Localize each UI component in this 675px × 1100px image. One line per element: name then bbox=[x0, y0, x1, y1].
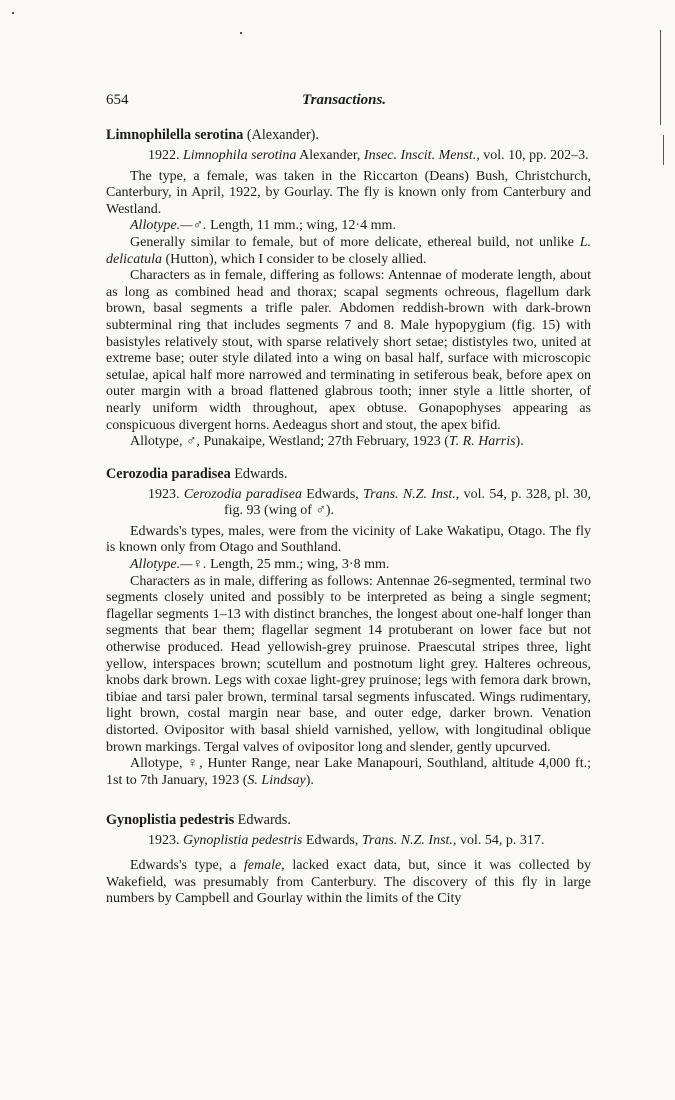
running-title: Transactions. bbox=[302, 92, 387, 108]
species-heading: Gynoplistia pedestris Edwards. bbox=[106, 812, 291, 829]
description: Characters as in female, differing as follows: Antennae of moderate length, about as long as combined head and thorax; scapal segments ochreous, flagellum dark brown, basal segments a trifle paler. Abdomen reddish-brown with dark-brown subterminal ring that includes segments 7 and 8. Male hypopygium (fig. 15) with basistyles relatively stout, with sparse relatively short setae; dististyles two, united at extreme base; outer style dilated into a wing on basal half, surface with microscopic setulae, apical half more narrowed and terminating in setiferous beak, before apex on outer margin with a broad flattened glabrous tooth; inner style a little shorter, of nearly uniform width throughout, apex obtuse. Gonapophyses appearing as conspicuous divergent horns. Aedeagus short and stout, the apex bifid. bbox=[106, 268, 591, 433]
description: Characters as in male, differing as follows: Antennae 26-segmented, terminal two segments closely united and possibly to be interpreted as being a single segment; flagellar segments 1–13 with distinct branches, the longest about one-half longer than segments that bear them; flagellar segment 14 protuberant on lower face but not otherwise produced. Head yellowish-grey pruinose. Praescutal stripes three, light yellow, interspaces brown; scutellum and postnotum light grey. Halteres ochreous, knobs dark brown. Legs with coxae light-grey pruinose; legs with femora dark brown, tibiae and tarsi paler brown, terminal tarsal segments infuscated. Wings rudimentary, light brown, costal margin near base, and outer edge, darker brown. Venation distorted. Ovipositor with basal shield varnished, yellow, with longitudinal oblique brown markings. Tergal valves of ovipositor long and slender, gently upcurved. bbox=[106, 573, 591, 755]
record-line: Allotype, ♂, Punakaipe, Westland; 27th February, 1923 (T. R. Harris). bbox=[130, 434, 524, 450]
scan-mark-line bbox=[663, 135, 664, 165]
allotype-line: Allotype.—♂. Length, 11 mm.; wing, 12·4 mm. bbox=[130, 218, 396, 234]
page-header bbox=[106, 92, 591, 118]
record-line: Allotype, ♀, Hunter Range, near Lake Manapouri, Southland, altitude 4,000 ft.; 1st to 7th January, 1923 (S. Lindsay). bbox=[106, 756, 591, 788]
document-page bbox=[106, 92, 591, 908]
citation: 1922. Limnophila serotina Alexander, Insec. Inscit. Menst., vol. 10, pp. 202–3. bbox=[148, 148, 589, 163]
citation: 1923. Gynoplistia pedestris Edwards, Trans. N.Z. Inst., vol. 54, p. 317. bbox=[148, 833, 545, 849]
species-heading: Limnophilella serotina (Alexander). bbox=[106, 127, 319, 143]
page-number: 654 bbox=[106, 92, 129, 108]
scan-mark-line bbox=[660, 30, 661, 125]
scan-mark-dot bbox=[12, 12, 14, 14]
paragraph: Edwards's type, a female, lacked exact data, but, since it was collected by Wakefield, was presumably from Canterbury. The discovery of this fly in large numbers by Campbell and Gourlay within the limits of the City bbox=[106, 857, 592, 907]
paragraph: Edwards's types, males, were from the vicinity of Lake Wakatipu, Otago. The fly is known only from Otago and Southland. bbox=[106, 523, 591, 556]
scan-mark-dot bbox=[240, 32, 242, 34]
paragraph: Generally similar to female, but of more delicate, ethereal build, not unlike L. delicatula (Hutton), which I consider to be closely allied. bbox=[106, 234, 591, 267]
allotype-line: Allotype.—♀. Length, 25 mm.; wing, 3·8 mm. bbox=[130, 557, 390, 573]
paragraph: The type, a female, was taken in the Riccarton (Deans) Bush, Christchurch, Canterbury, in April, 1922, by Gourlay. The fly is known only from Canterbury and Westland. bbox=[106, 168, 591, 217]
species-heading: Cerozodia paradisea Edwards. bbox=[106, 465, 288, 482]
citation: 1923. Cerozodia paradisea Edwards, Trans. N.Z. Inst., vol. 54, p. 328, pl. 30, fig. 93 (wing of ♂). bbox=[148, 486, 592, 519]
